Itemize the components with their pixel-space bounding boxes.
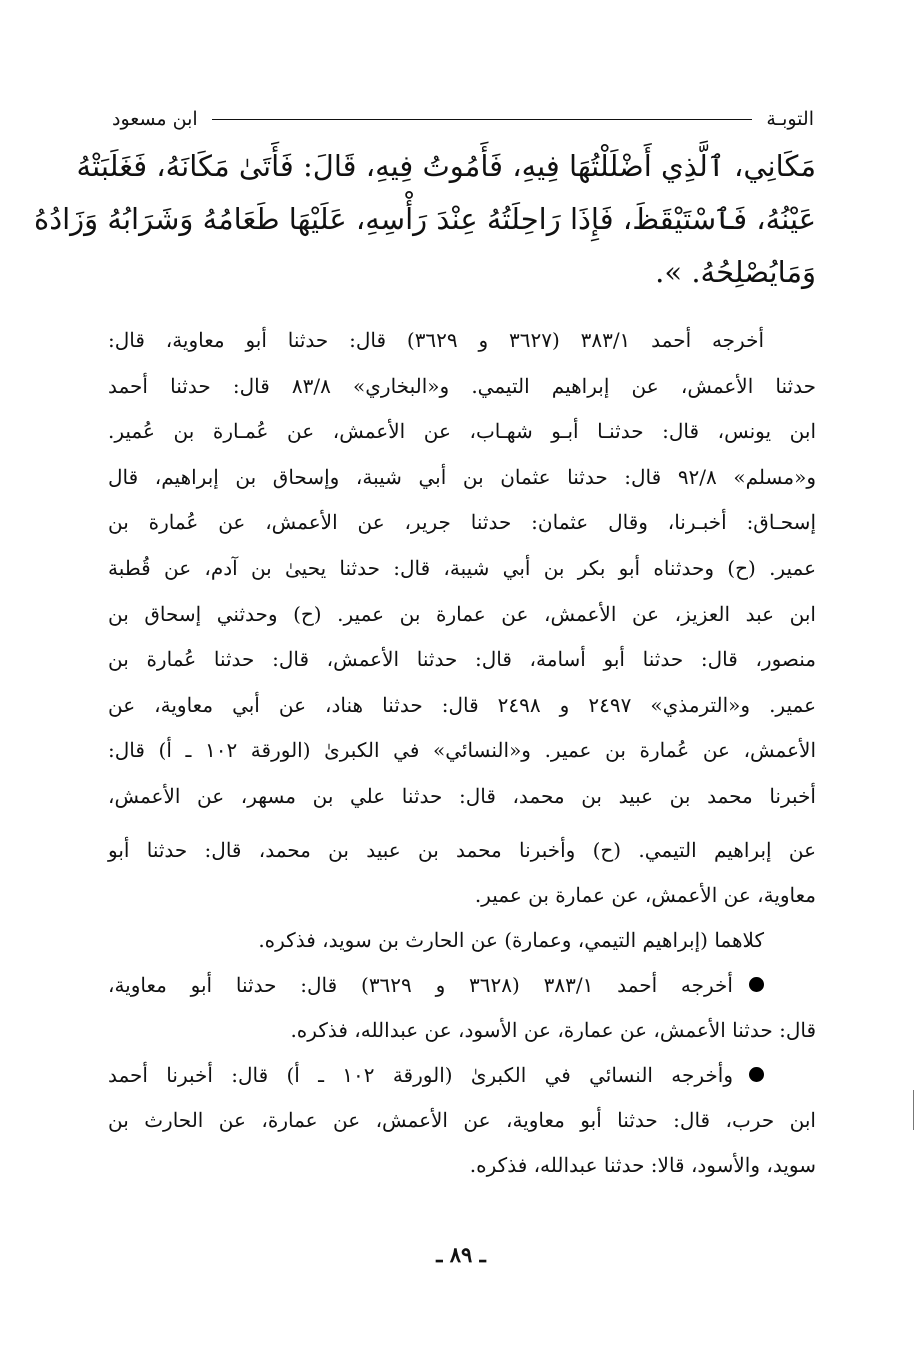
note-line: عمير. و«الترمذي» ٢٤٩٧ و ٢٤٩٨ قال: حدثنا هناد، عن أبي معاوية، عن xyxy=(108,692,817,717)
note-line: أخبرنا محمد بن عبيد بن محمد، قال: حدثنا علي بن مسهر، عن الأعمش، xyxy=(108,783,816,808)
hadith-text xyxy=(34,140,816,299)
note-line: معاوية، عن الأعمش، عن عمارة بن عمير. xyxy=(474,883,816,907)
book-title: ابن مسعود xyxy=(112,108,198,130)
takhrij-continuation xyxy=(108,828,816,1188)
note-line: عمير. (ح) وحدثناه أبو بكر بن أبي شيبة، قال: حدثنا يحيىٰ بن آدم، عن قُطبة xyxy=(108,555,816,580)
hadith-line: مَكَانِي، ٱلَّذِي أَضْلَلْتُهَا فِيهِ، فَأَمُوتُ فِيهِ، قَالَ: فَأَتَىٰ مَكَانَهُ، فَغَلَبَتْهُ xyxy=(76,149,816,183)
note-line: قال: حدثنا الأعمش، عن عمارة، عن الأسود، عن عبدالله، فذكره. xyxy=(290,1018,816,1042)
running-header xyxy=(112,104,814,134)
hadith-line: وَمَايُصْلِحُهُ. ». xyxy=(655,255,816,289)
note-line: أخرجه أحمد ٣٨٣/١ (٣٦٢٧ و ٣٦٢٩) قال: حدثنا أبو معاوية، قال: xyxy=(108,328,764,352)
page-number: ـ ٨٩ ـ xyxy=(436,1242,486,1267)
note-line: ابن يونس، قال: حدثنـا أبـو شهـاب، عن الأعمش، عن عُمـارة بن عُمير. xyxy=(108,419,816,444)
note-line: ابن عبد العزيز، عن الأعمش، عن عمارة بن عمير. (ح) وحدثني إسحاق بن xyxy=(108,601,816,626)
note-line: كلاهما (إبراهيم التيمي، وعمارة) عن الحارث بن سويد، فذكره. xyxy=(258,928,764,952)
bullet-paragraph xyxy=(108,963,816,1008)
note-line: و«مسلم» ٩٢/٨ قال: حدثنا عثمان بن أبي شيبة، وإسحاق بن إبراهيم، قال xyxy=(108,464,816,489)
note-line: عن إبراهيم التيمي. (ح) وأخبرنا محمد بن عبيد بن محمد، قال: حدثنا أبو xyxy=(108,838,816,862)
note-line: سويد، والأسود، قالا: حدثنا عبدالله، فذكره. xyxy=(469,1153,816,1177)
note-line: ابن حرب، قال: حدثنا أبو معاوية، عن الأعمش، عن عمارة، عن الحارث بن xyxy=(108,1108,816,1132)
bullet-icon xyxy=(749,977,764,992)
header-rule xyxy=(212,119,753,120)
note-line: حدثنا الأعمش، عن إبراهيم التيمي. و«البخاري» ٨٣/٨ قال: حدثنا أحمد xyxy=(108,373,816,398)
bullet-paragraph xyxy=(108,1053,816,1098)
note-text: وأخرجه النسائي في الكبرىٰ (الورقة ١٠٢ ـ أ) قال: أخبرنا أحمد xyxy=(108,1063,733,1087)
note-line: منصور، قال: حدثنا أبو أسامة، قال: حدثنا الأعمش، قال: حدثنا عُمارة بن xyxy=(108,647,816,672)
chapter-title: التوبـة xyxy=(766,108,814,130)
note-text: أخرجه أحمد ٣٨٣/١ (٣٦٢٨ و ٣٦٢٩) قال: حدثنا أبو معاوية، xyxy=(108,973,733,997)
hadith-line: عَيْنُهُ، فَٱسْتَيْقَظَ، فَإِذَا رَاحِلَتُهُ عِنْدَ رَأْسِهِ، عَلَيْهَا طَعَامُهُ وَشَرَابُهُ وَزَادُهُ xyxy=(34,202,816,236)
note-line: الأعمش، عن عُمارة بن عمير. و«النسائي» في الكبرىٰ (الورقة ١٠٢ ـ أ) قال: xyxy=(108,738,816,763)
takhrij-paragraph xyxy=(108,318,816,820)
scan-edge-mark xyxy=(913,1090,914,1130)
note-line: إسحـاق: أخبـرنا، وقال عثمان: حدثنا جرير، عن الأعمش، عن عُمارة بن xyxy=(108,510,816,535)
bullet-icon xyxy=(749,1067,764,1082)
